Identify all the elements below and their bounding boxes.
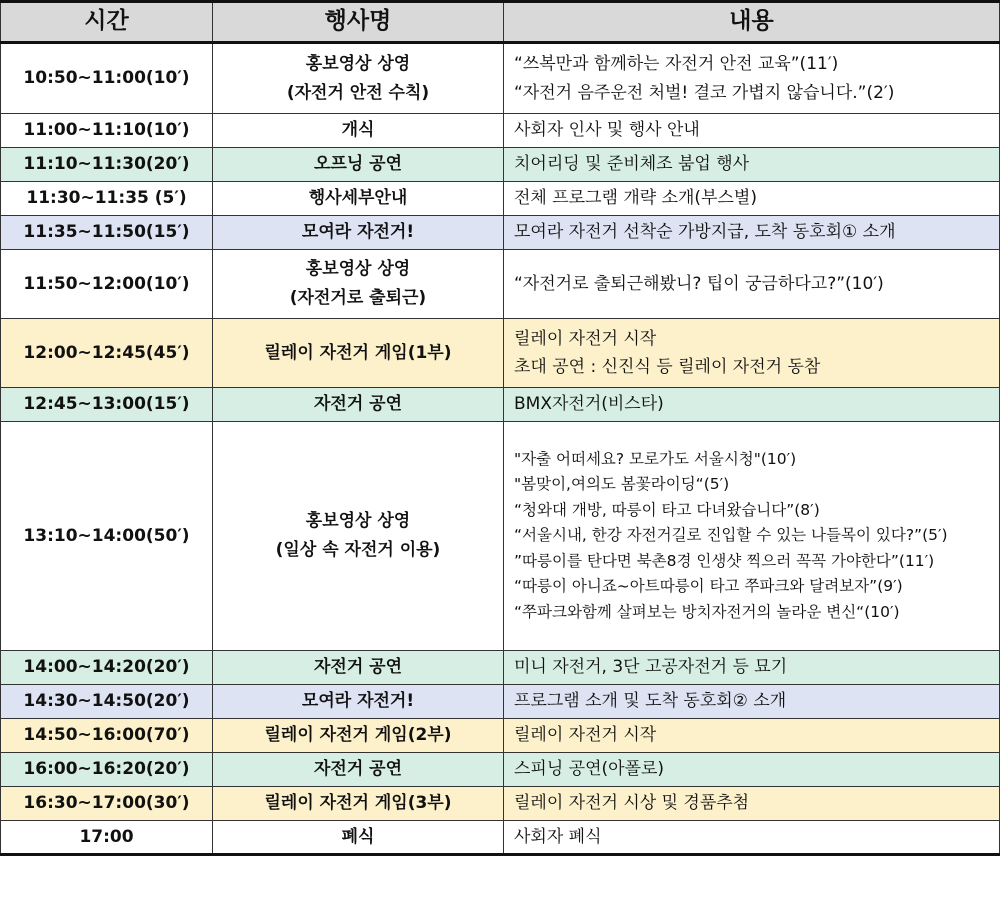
event-line: 릴레이 자전거 게임(3부)	[264, 793, 452, 814]
header-time: 시간	[1, 2, 213, 43]
table-row	[1, 182, 1000, 216]
event-cell	[213, 388, 504, 422]
event-cell	[213, 182, 504, 216]
time-cell: 12:45~13:00(15′)	[1, 388, 213, 422]
content-line: "봄맞이,여의도 봄꽃라이딩“(5′)	[514, 475, 730, 494]
content-line: BMX자전거(비스타)	[514, 394, 664, 415]
event-line: 홍보영상 상영	[305, 53, 411, 74]
event-line: 자전거 공연	[313, 394, 403, 415]
event-cell	[213, 685, 504, 719]
table-row	[1, 250, 1000, 319]
content-cell	[504, 685, 1000, 719]
time-cell: 11:10~11:30(20′)	[1, 148, 213, 182]
time-cell: 12:00~12:45(45′)	[1, 319, 213, 388]
event-line: 폐식	[341, 826, 375, 847]
event-line: 릴레이 자전거 게임(2부)	[264, 725, 452, 746]
content-cell	[504, 148, 1000, 182]
event-line: 홍보영상 상영	[305, 259, 411, 280]
event-cell	[213, 148, 504, 182]
table-row	[1, 787, 1000, 821]
time-cell: 11:35~11:50(15′)	[1, 216, 213, 250]
table-row	[1, 719, 1000, 753]
content-cell	[504, 250, 1000, 319]
table-row	[1, 821, 1000, 855]
event-line: 릴레이 자전거 게임(1부)	[264, 342, 452, 363]
event-line: (자전거 안전 수칙)	[286, 82, 430, 103]
time-cell: 11:00~11:10(10′)	[1, 114, 213, 148]
table-row	[1, 114, 1000, 148]
table-row	[1, 685, 1000, 719]
content-line: 릴레이 자전거 시상 및 경품추첨	[514, 793, 750, 814]
table-row	[1, 422, 1000, 651]
content-line: “서울시내, 한강 자전거길로 진입할 수 있는 나들목이 있다?”(5′)	[514, 526, 948, 545]
event-line: 자전거 공연	[313, 759, 403, 780]
event-line: 모여라 자전거!	[301, 691, 415, 712]
event-cell	[213, 651, 504, 685]
content-line: 초대 공연 : 신진식 등 릴레이 자전거 동참	[514, 357, 821, 377]
event-line: (일상 속 자전거 이용)	[275, 540, 441, 560]
table-row	[1, 216, 1000, 250]
content-line: 사회자 인사 및 행사 안내	[514, 120, 700, 141]
content-cell	[504, 651, 1000, 685]
time-cell: 14:50~16:00(70′)	[1, 719, 213, 753]
table-row	[1, 753, 1000, 787]
event-cell	[213, 216, 504, 250]
time-cell: 14:00~14:20(20′)	[1, 651, 213, 685]
content-line: “자전거 음주운전 처벌! 결코 가볍지 않습니다.”(2′)	[514, 82, 895, 103]
content-cell	[504, 753, 1000, 787]
content-line: "자출 어떠세요? 모로가도 서울시청"(10′)	[514, 449, 797, 468]
content-cell	[504, 388, 1000, 422]
event-cell	[213, 753, 504, 787]
content-cell	[504, 422, 1000, 651]
table-row	[1, 148, 1000, 182]
time-cell: 10:50~11:00(10′)	[1, 43, 213, 114]
event-line: 모여라 자전거!	[301, 222, 415, 243]
event-cell	[213, 422, 504, 651]
event-line: (자전거로 출퇴근)	[289, 288, 427, 308]
content-cell	[504, 43, 1000, 114]
content-line: 치어리딩 및 준비체조 붐업 행사	[514, 154, 750, 175]
time-cell: 11:30~11:35 (5′)	[1, 182, 213, 216]
header-row	[1, 2, 1000, 43]
content-cell	[504, 821, 1000, 855]
content-line: “청와대 개방, 따릉이 타고 다녀왔습니다”(8′)	[514, 500, 820, 519]
event-cell	[213, 719, 504, 753]
content-line: “쭈파크와함께 살펴보는 방치자전거의 놀라운 변신“(10′)	[514, 602, 900, 621]
header-content: 내용	[504, 2, 1000, 43]
content-line: ”따릉이를 탄다면 북촌8경 인생샷 찍으러 꼭꼭 가야한다”(11′)	[514, 551, 935, 570]
content-cell	[504, 114, 1000, 148]
content-line: 미니 자전거, 3단 고공자전거 등 묘기	[514, 657, 788, 678]
content-line: 전체 프로그램 개략 소개(부스별)	[514, 188, 757, 209]
table-row	[1, 43, 1000, 114]
time-cell: 16:00~16:20(20′)	[1, 753, 213, 787]
content-cell	[504, 182, 1000, 216]
content-line: 사회자 폐식	[514, 826, 602, 847]
content-cell	[504, 787, 1000, 821]
table-row	[1, 388, 1000, 422]
content-line: “자전거로 출퇴근해봤니? 팁이 궁금하다고?”(10′)	[514, 273, 884, 294]
schedule-body	[1, 43, 1000, 855]
content-line: 모여라 자전거 선착순 가방지급, 도착 동호회① 소개	[514, 222, 896, 243]
table-row	[1, 319, 1000, 388]
time-cell: 16:30~17:00(30′)	[1, 787, 213, 821]
header-event: 행사명	[213, 2, 504, 43]
time-cell: 13:10~14:00(50′)	[1, 422, 213, 651]
event-cell	[213, 114, 504, 148]
event-cell	[213, 821, 504, 855]
content-line: 릴레이 자전거 시작	[514, 725, 657, 746]
table-row	[1, 651, 1000, 685]
event-line: 개식	[341, 120, 375, 141]
event-cell	[213, 787, 504, 821]
content-line: “따릉이 아니죠~아트따릉이 타고 쭈파크와 달려보자”(9′)	[514, 577, 903, 596]
content-line: 스피닝 공연(아폴로)	[514, 759, 665, 780]
content-line: 프로그램 소개 및 도착 동호회② 소개	[514, 691, 787, 712]
event-line: 홍보영상 상영	[305, 511, 411, 532]
event-line: 오프닝 공연	[313, 154, 403, 175]
event-line: 행사세부안내	[308, 188, 408, 209]
time-cell: 14:30~14:50(20′)	[1, 685, 213, 719]
content-cell	[504, 719, 1000, 753]
content-cell	[504, 319, 1000, 388]
content-cell	[504, 216, 1000, 250]
time-cell: 11:50~12:00(10′)	[1, 250, 213, 319]
time-cell: 17:00	[1, 821, 213, 855]
event-line: 자전거 공연	[313, 657, 403, 678]
event-cell	[213, 250, 504, 319]
content-line: 릴레이 자전거 시작	[514, 328, 657, 349]
event-cell	[213, 43, 504, 114]
event-cell	[213, 319, 504, 388]
content-line: “쓰복만과 함께하는 자전거 안전 교육”(11′)	[514, 54, 839, 75]
